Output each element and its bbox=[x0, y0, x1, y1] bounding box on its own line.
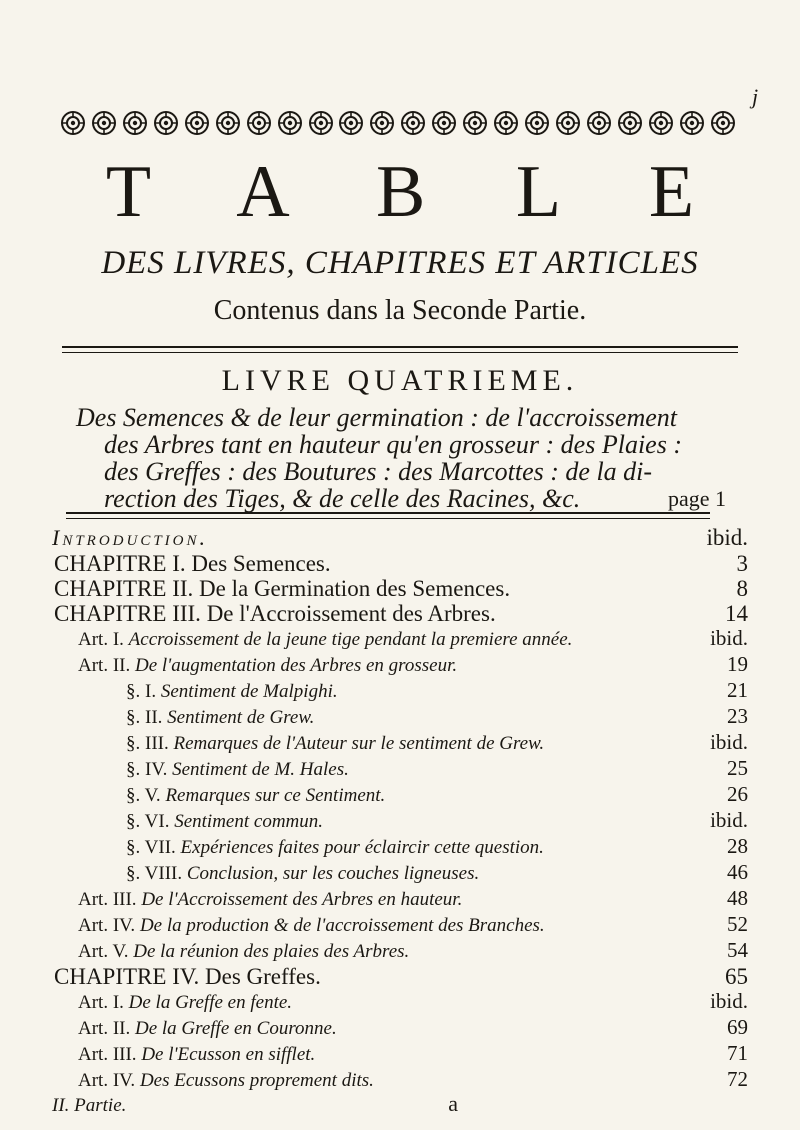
toc-entry-keyword: Art. II. bbox=[78, 1018, 131, 1039]
toc-entry-page: 14 bbox=[725, 601, 748, 626]
toc-entry-page: ibid. bbox=[706, 525, 748, 550]
toc-entry-keyword: §. I. bbox=[126, 681, 157, 702]
toc-entry-keyword: CHAPITRE III. bbox=[54, 601, 201, 626]
ornament-rosette-icon bbox=[215, 110, 241, 136]
toc-entry-keyword: Art. IV. bbox=[78, 1070, 136, 1091]
toc-entry-page: 65 bbox=[725, 964, 748, 989]
toc-entry-label bbox=[54, 576, 510, 601]
toc-entry-label bbox=[78, 888, 462, 912]
toc-entry-art bbox=[52, 886, 748, 912]
book-description-line: des Greffes : des Boutures : des Marcottes : de la di- bbox=[104, 457, 653, 486]
toc-entry-page: ibid. bbox=[710, 626, 748, 650]
ornament-rosette-icon bbox=[679, 110, 705, 136]
toc-entry-label bbox=[126, 784, 385, 808]
table-of-contents bbox=[52, 524, 748, 1117]
ornament-rosette-icon bbox=[184, 110, 210, 136]
toc-entry-art bbox=[52, 652, 748, 678]
toc-entry-keyword: §. VII. bbox=[126, 837, 176, 858]
toc-entry-keyword: §. VI. bbox=[126, 811, 170, 832]
toc-entry-page: 72 bbox=[727, 1067, 748, 1091]
ornament-rosette-icon bbox=[586, 110, 612, 136]
toc-entry-text: Conclusion, sur les couches ligneuses. bbox=[186, 863, 480, 884]
toc-entry-keyword: CHAPITRE IV. bbox=[54, 964, 200, 989]
toc-entry-page: 3 bbox=[736, 551, 748, 576]
book-description bbox=[76, 404, 726, 512]
subtitle: DES LIVRES, CHAPITRES ET ARTICLES bbox=[101, 245, 699, 281]
toc-entry-text: Sentiment commun. bbox=[174, 811, 324, 832]
toc-entry-label bbox=[54, 551, 331, 576]
toc-entry-label bbox=[78, 1069, 374, 1093]
toc-entry-page: 52 bbox=[727, 912, 748, 936]
toc-entry-keyword: §. IV. bbox=[126, 759, 168, 780]
toc-entry-art bbox=[52, 912, 748, 938]
toc-entry-keyword: Art. III. bbox=[78, 1044, 137, 1065]
toc-entry-para bbox=[52, 678, 748, 704]
toc-entry-para bbox=[52, 782, 748, 808]
toc-entry-label bbox=[126, 862, 479, 886]
toc-entry-keyword: §. II. bbox=[126, 707, 163, 728]
toc-entry-label bbox=[126, 810, 323, 834]
toc-entry-text: De la Germination des Semences. bbox=[199, 576, 511, 601]
toc-entry-text: De la production & de l'accroissement des Branches. bbox=[139, 915, 545, 936]
toc-entry-text: Accroissement de la jeune tige pendant la premiere année. bbox=[128, 629, 573, 650]
toc-entry-text: De la Greffe en Couronne. bbox=[134, 1018, 337, 1039]
toc-entry-text: II. Partie. bbox=[52, 1095, 127, 1116]
toc-entry-page: 21 bbox=[727, 678, 748, 702]
ornament-rosette-icon bbox=[431, 110, 457, 136]
toc-entry-chap bbox=[52, 576, 748, 601]
toc-entry-foot bbox=[52, 1093, 748, 1117]
toc-entry-page: ibid. bbox=[710, 808, 748, 832]
toc-entry-label bbox=[54, 601, 496, 626]
toc-entry-chap bbox=[52, 601, 748, 626]
toc-entry-art bbox=[52, 626, 748, 652]
toc-entry-keyword: Art. III. bbox=[78, 889, 137, 910]
ornament-rosette-icon bbox=[617, 110, 643, 136]
toc-entry-keyword: §. V. bbox=[126, 785, 161, 806]
toc-entry-page: 26 bbox=[727, 782, 748, 806]
toc-entry-text: Des Ecussons proprement dits. bbox=[139, 1070, 374, 1091]
toc-entry-text: Sentiment de M. Hales. bbox=[172, 759, 349, 780]
toc-entry-text: De l'Ecusson en sifflet. bbox=[141, 1044, 316, 1065]
toc-entry-label bbox=[54, 964, 321, 989]
toc-entry-label bbox=[78, 914, 545, 938]
toc-entry-page: 48 bbox=[727, 886, 748, 910]
toc-entry-page: ibid. bbox=[710, 730, 748, 754]
book-heading: LIVRE QUATRIEME. bbox=[221, 364, 579, 397]
toc-entry-para bbox=[52, 808, 748, 834]
toc-entry-text: Des Greffes. bbox=[205, 964, 321, 989]
toc-entry-intro bbox=[52, 524, 748, 551]
toc-entry-keyword: Art. IV. bbox=[78, 915, 136, 936]
book-description-line: Des Semences & de leur germination : de l'accroissement bbox=[76, 403, 677, 432]
toc-entry-page: 23 bbox=[727, 704, 748, 728]
ornament-rosette-icon bbox=[60, 110, 86, 136]
toc-entry-label bbox=[78, 991, 292, 1015]
toc-entry-para bbox=[52, 730, 748, 756]
toc-entry-chap bbox=[52, 551, 748, 576]
toc-entry-text: De la réunion des plaies des Arbres. bbox=[133, 941, 410, 962]
toc-entry-keyword: CHAPITRE II. bbox=[54, 576, 194, 601]
toc-entry-art bbox=[52, 1067, 748, 1093]
toc-entry-page: 8 bbox=[736, 576, 748, 601]
toc-entry-label bbox=[126, 706, 314, 730]
toc-entry-label bbox=[52, 524, 208, 551]
toc-entry-keyword: Art. V. bbox=[78, 941, 129, 962]
toc-entry-label bbox=[78, 654, 457, 678]
ornament-rosette-icon bbox=[277, 110, 303, 136]
toc-entry-page: 28 bbox=[727, 834, 748, 858]
toc-entry-text: Introduction. bbox=[52, 525, 209, 550]
toc-entry-page: ibid. bbox=[710, 989, 748, 1013]
toc-entry-page: 19 bbox=[727, 652, 748, 676]
toc-entry-label bbox=[78, 1017, 337, 1041]
toc-entry-text: De l'Accroissement des Arbres. bbox=[206, 601, 496, 626]
toc-entry-art bbox=[52, 1041, 748, 1067]
book-page-ref: page 1 bbox=[667, 486, 726, 511]
toc-entry-chap bbox=[52, 964, 748, 989]
toc-entry-text: De l'Accroissement des Arbres en hauteur. bbox=[141, 889, 463, 910]
toc-entry-text: Expériences faites pour éclaircir cette question. bbox=[180, 837, 544, 858]
ornament-rosette-icon bbox=[122, 110, 148, 136]
toc-entry-text: De la Greffe en fente. bbox=[128, 992, 293, 1013]
toc-entry-keyword: §. III. bbox=[126, 733, 169, 754]
book-description-line: rection des Tiges, & de celle des Racines, &c. bbox=[104, 484, 581, 513]
toc-entry-text: Des Semences. bbox=[191, 551, 331, 576]
ornament-rosette-icon bbox=[246, 110, 272, 136]
ornament-rosette-icon bbox=[369, 110, 395, 136]
toc-entry-keyword: Art. I. bbox=[78, 629, 124, 650]
toc-entry-text: De l'augmentation des Arbres en grosseur. bbox=[134, 655, 458, 676]
ornament-rosette-icon bbox=[91, 110, 117, 136]
toc-entry-label bbox=[78, 628, 572, 652]
toc-entry-page: 46 bbox=[727, 860, 748, 884]
toc-entry-keyword: Art. I. bbox=[78, 992, 124, 1013]
ornament-rosette-icon bbox=[462, 110, 488, 136]
ornament-rosette-icon bbox=[400, 110, 426, 136]
toc-entry-keyword: §. VIII. bbox=[126, 863, 183, 884]
ornament-rosette-icon bbox=[648, 110, 674, 136]
ornament-rosette-icon bbox=[555, 110, 581, 136]
ornament-rosette-icon bbox=[493, 110, 519, 136]
toc-entry-text: Sentiment de Grew. bbox=[167, 707, 315, 728]
toc-entry-label bbox=[126, 732, 544, 756]
divider-rule bbox=[62, 346, 738, 353]
toc-entry-page: a bbox=[448, 1091, 458, 1116]
toc-entry-art bbox=[52, 938, 748, 964]
toc-entry-label bbox=[126, 836, 544, 860]
toc-entry-label bbox=[126, 758, 349, 782]
page-title: T A B L E bbox=[105, 151, 731, 233]
toc-entry-label bbox=[52, 1095, 126, 1117]
toc-entry-para bbox=[52, 756, 748, 782]
toc-entry-label bbox=[78, 940, 409, 964]
toc-entry-keyword: Art. II. bbox=[78, 655, 131, 676]
ornament-rosette-icon bbox=[338, 110, 364, 136]
toc-entry-label bbox=[126, 680, 338, 704]
toc-entry-page: 25 bbox=[727, 756, 748, 780]
toc-entry-page: 54 bbox=[727, 938, 748, 962]
contents-note: Contenus dans la Seconde Partie. bbox=[213, 295, 587, 326]
ornament-band bbox=[60, 108, 736, 138]
divider-rule bbox=[66, 512, 710, 519]
toc-entry-text: Sentiment de Malpighi. bbox=[160, 681, 338, 702]
toc-entry-page: 71 bbox=[727, 1041, 748, 1065]
toc-entry-label bbox=[78, 1043, 315, 1067]
toc-entry-para bbox=[52, 704, 748, 730]
page-mark: j bbox=[752, 84, 759, 109]
ornament-rosette-icon bbox=[710, 110, 736, 136]
toc-entry-para bbox=[52, 834, 748, 860]
toc-entry-art bbox=[52, 989, 748, 1015]
toc-entry-text: Remarques de l'Auteur sur le sentiment de Grew. bbox=[173, 733, 545, 754]
toc-entry-para bbox=[52, 860, 748, 886]
ornament-rosette-icon bbox=[153, 110, 179, 136]
ornament-rosette-icon bbox=[524, 110, 550, 136]
toc-entry-keyword: CHAPITRE I. bbox=[54, 551, 186, 576]
toc-entry-text: Remarques sur ce Sentiment. bbox=[165, 785, 386, 806]
toc-entry-art bbox=[52, 1015, 748, 1041]
ornament-rosette-icon bbox=[308, 110, 334, 136]
book-description-line: des Arbres tant en hauteur qu'en grosseur : des Plaies : bbox=[104, 430, 682, 459]
toc-entry-page: 69 bbox=[727, 1015, 748, 1039]
